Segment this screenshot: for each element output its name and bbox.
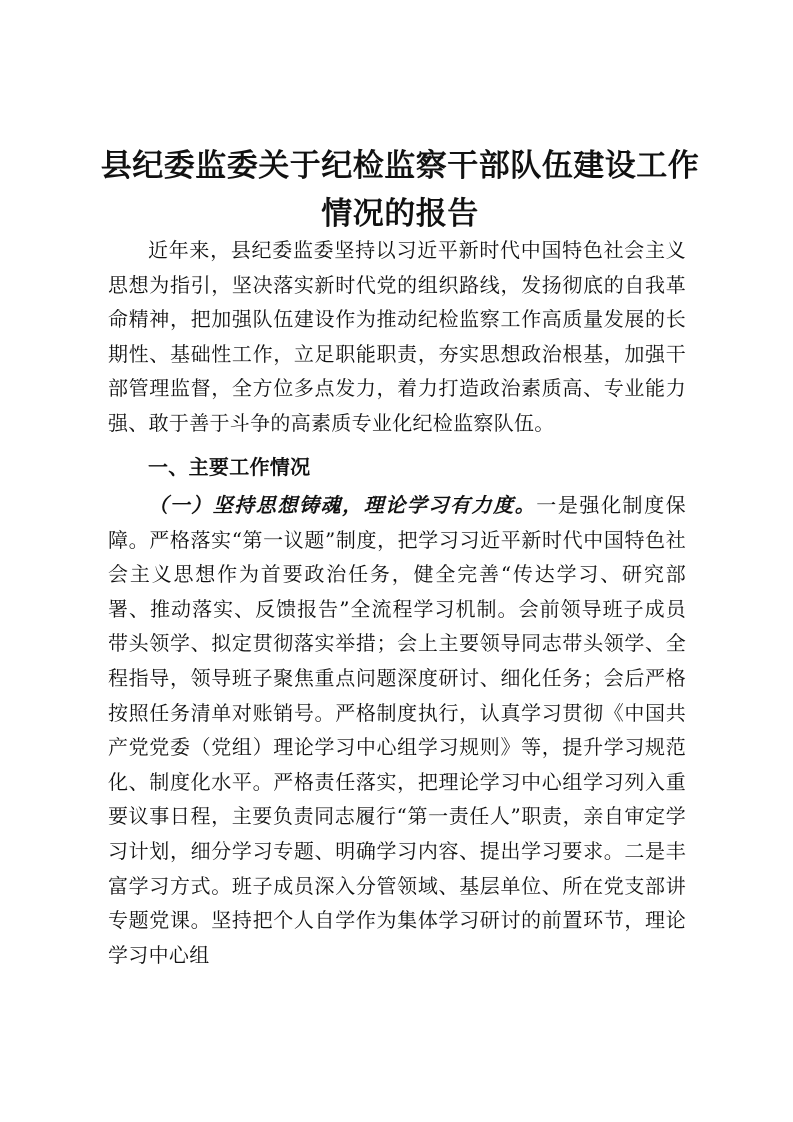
section-paragraph: [108, 488, 686, 972]
intro-paragraph: 近年来，县纪委监委坚持以习近平新时代中国特色社会主义思想为指引，坚决落实新时代党的组织路线，发扬彻底的自我革命精神，把加强队伍建设作为推动纪检监察工作高质量发展的长期性、基础性工作，立足职能职责，夯实思想政治根基，加强干部管理监督，全方位多点发力，着力打造政治素质高、专业能力强、敢于善于斗争的高素质专业化纪检监察队伍。: [108, 238, 686, 435]
subsection-heading: （一）坚持思想铸魂，理论学习有力度。: [148, 493, 537, 517]
document-title: 县纪委监委关于纪检监察干部队伍建设工作情况的报告: [100, 148, 700, 232]
section-heading: 一、主要工作情况: [148, 455, 311, 479]
subsection-text: 一是强化制度保障。严格落实“第一议题”制度，把学习习近平新时代中国特色社会主义思想作为首要政治任务，健全完善“传达学习、研究部署、推动落实、反馈报告”全流程学习机制。会前领导班子成员带头领学、拟定贯彻落实举措；会上主要领导同志带头领学、全程指导，领导班子聚焦重点问题深度研讨、细化任务；会后严格按照任务清单对账销号。严格制度执行，认真学习贯彻《中国共产党党委（党组）理论学习中心组学习规则》等，提升学习规范化、制度化水平。严格责任落实，把理论学习中心组学习列入重要议事日程，主要负责同志履行“第一责任人”职责，亲自审定学习计划，细分学习专题、明确学习内容、提出学习要求。二是丰富学习方式。班子成员深入分管领域、基层单位、所在党支部讲专题党课。坚持把个人自学作为集体学习研讨的前置环节，理论学习中心组: [108, 493, 686, 967]
